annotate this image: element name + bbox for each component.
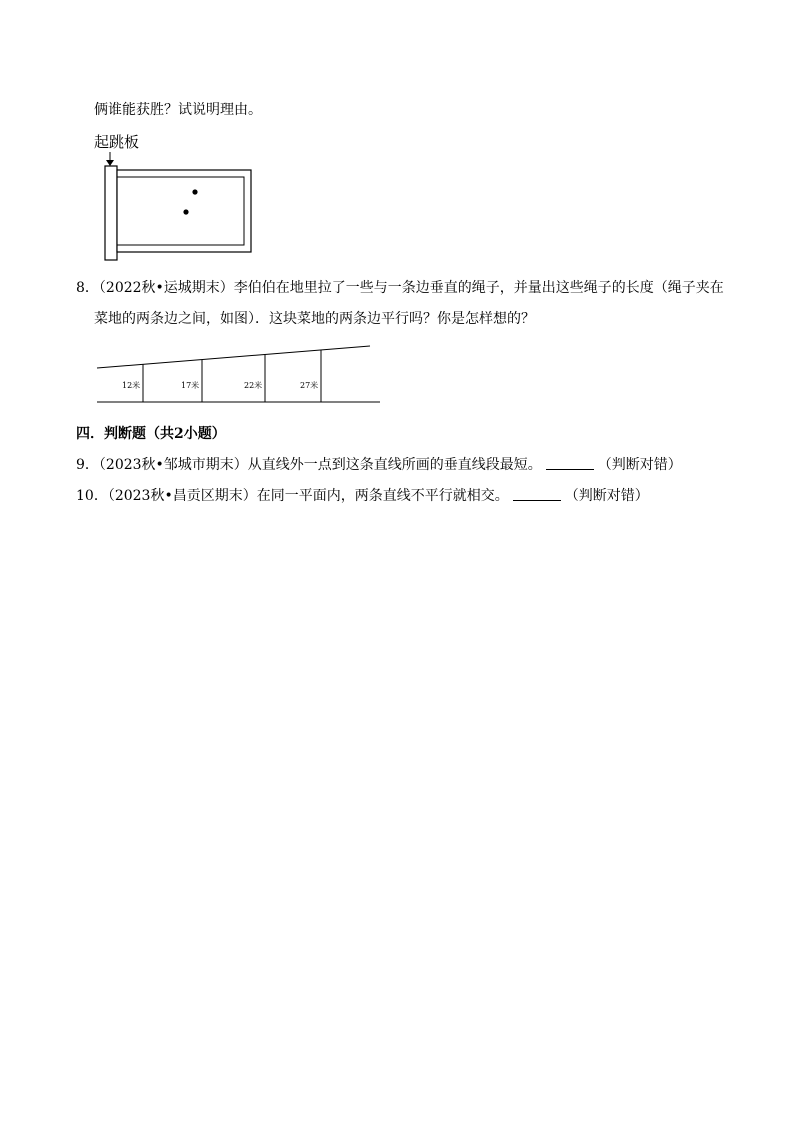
q8-line2: 菜地的两条边之间，如图）．这块菜地的两条边平行吗？你是怎样想的？ <box>94 311 535 327</box>
q9-text: 9．（2023秋•邹城市期末）从直线外一点到这条直线所画的垂直线段最短。 <box>76 457 542 473</box>
q7-continuation-text: 俩谁能获胜？试说明理由。 <box>94 102 262 118</box>
q9-answer-blank[interactable] <box>546 455 594 470</box>
rope-label-1: 12米 <box>122 381 141 390</box>
q9-item <box>76 455 682 475</box>
rope-label-2: 17米 <box>181 381 200 390</box>
q9-suffix: （判断对错） <box>597 457 682 473</box>
jump-board-label: 起跳板 <box>94 133 140 151</box>
q10-text: 10．（2023秋•昌贡区期末）在同一平面内，两条直线不平行就相交。 <box>76 488 509 504</box>
rope-label-3: 22米 <box>244 381 263 390</box>
q8-line1: 8．（2022秋•运城期末）李伯伯在地里拉了一些与一条边垂直的绳子，并量出这些绳子的长度（绳子夹在 <box>76 280 724 296</box>
section-4-heading: 四．判断题（共2小题） <box>76 426 226 442</box>
garden-top-edge <box>97 346 370 368</box>
q10-suffix: （判断对错） <box>564 488 649 504</box>
q10-item <box>76 486 649 506</box>
q10-answer-blank[interactable] <box>513 486 561 501</box>
rope-label-4: 27米 <box>300 381 319 390</box>
